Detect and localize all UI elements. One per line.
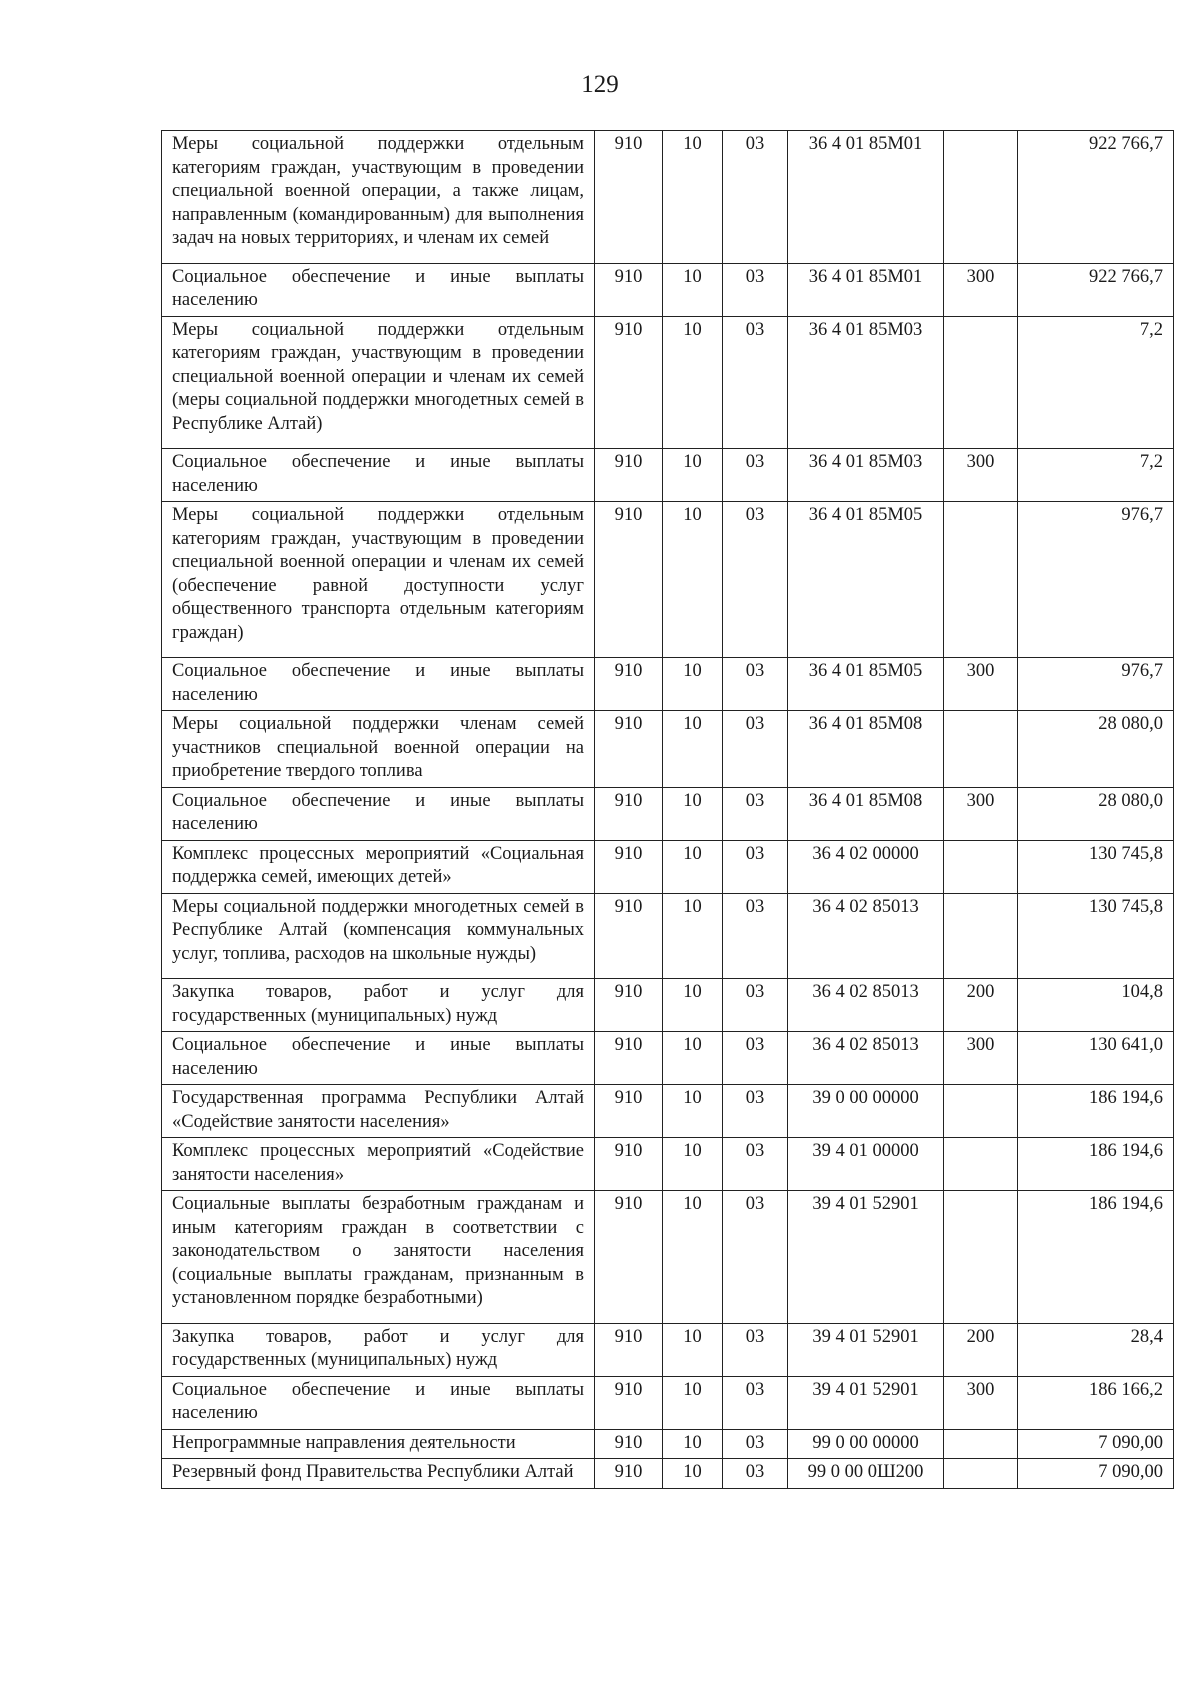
row-section-cell: 10 <box>663 263 723 316</box>
row-amount-cell: 7,2 <box>1018 316 1174 449</box>
row-target-article-cell: 39 4 01 00000 <box>788 1138 944 1191</box>
row-amount-cell: 922 766,7 <box>1018 131 1174 264</box>
row-expense-type-cell <box>944 840 1018 893</box>
table-row <box>162 1323 1174 1376</box>
row-expense-type-cell <box>944 711 1018 788</box>
row-name-cell: Комплекс процессных мероприятий «Социальная поддержка семей, имеющих детей» <box>162 840 595 893</box>
row-expense-type-cell <box>944 131 1018 264</box>
row-target-article-cell: 36 4 02 85013 <box>788 893 944 979</box>
row-expense-type-cell: 300 <box>944 263 1018 316</box>
row-section-cell: 10 <box>663 1032 723 1085</box>
row-grbs-cell: 910 <box>595 1459 663 1489</box>
row-name-cell: Социальное обеспечение и иные выплаты населению <box>162 263 595 316</box>
table-row <box>162 1191 1174 1324</box>
row-section-cell: 10 <box>663 1085 723 1138</box>
row-amount-cell: 186 194,6 <box>1018 1085 1174 1138</box>
row-subsection-cell: 03 <box>723 1376 788 1429</box>
row-subsection-cell: 03 <box>723 840 788 893</box>
row-subsection-cell: 03 <box>723 1138 788 1191</box>
row-target-article-cell: 36 4 02 85013 <box>788 979 944 1032</box>
row-section-cell: 10 <box>663 502 723 658</box>
row-grbs-cell: 910 <box>595 893 663 979</box>
row-subsection-cell: 03 <box>723 449 788 502</box>
row-name-cell: Государственная программа Республики Алтай «Содействие занятости населения» <box>162 1085 595 1138</box>
row-section-cell: 10 <box>663 711 723 788</box>
row-target-article-cell: 36 4 01 85М03 <box>788 449 944 502</box>
row-grbs-cell: 910 <box>595 979 663 1032</box>
row-amount-cell: 7,2 <box>1018 449 1174 502</box>
row-section-cell: 10 <box>663 1376 723 1429</box>
row-grbs-cell: 910 <box>595 1191 663 1324</box>
row-target-article-cell: 36 4 02 00000 <box>788 840 944 893</box>
row-section-cell: 10 <box>663 1429 723 1459</box>
row-amount-cell: 28 080,0 <box>1018 787 1174 840</box>
row-name-cell: Меры социальной поддержки отдельным категориям граждан, участвующим в проведении специальной военной операции и членам их семей (обеспечение равной доступности услуг общественного транспорта отдельным категориям граждан) <box>162 502 595 658</box>
row-target-article-cell: 39 4 01 52901 <box>788 1376 944 1429</box>
row-section-cell: 10 <box>663 658 723 711</box>
row-target-article-cell: 36 4 01 85М08 <box>788 711 944 788</box>
row-subsection-cell: 03 <box>723 1085 788 1138</box>
row-grbs-cell: 910 <box>595 658 663 711</box>
row-expense-type-cell <box>944 1191 1018 1324</box>
row-section-cell: 10 <box>663 449 723 502</box>
row-expense-type-cell <box>944 1138 1018 1191</box>
row-grbs-cell: 910 <box>595 449 663 502</box>
row-name-cell: Социальное обеспечение и иные выплаты населению <box>162 658 595 711</box>
row-name-cell: Социальные выплаты безработным гражданам и иным категориям граждан в соответствии с законодательством о занятости населения (социальные выплаты гражданам, признанным в установленном порядке безработными) <box>162 1191 595 1324</box>
table-row <box>162 658 1174 711</box>
row-expense-type-cell: 300 <box>944 787 1018 840</box>
row-grbs-cell: 910 <box>595 787 663 840</box>
row-expense-type-cell: 300 <box>944 1376 1018 1429</box>
row-section-cell: 10 <box>663 979 723 1032</box>
row-target-article-cell: 36 4 01 85М01 <box>788 263 944 316</box>
table-row <box>162 1429 1174 1459</box>
row-target-article-cell: 99 0 00 00000 <box>788 1429 944 1459</box>
row-target-article-cell: 39 0 00 00000 <box>788 1085 944 1138</box>
table-row <box>162 131 1174 264</box>
row-expense-type-cell: 300 <box>944 449 1018 502</box>
row-expense-type-cell <box>944 1429 1018 1459</box>
row-expense-type-cell <box>944 893 1018 979</box>
row-section-cell: 10 <box>663 1191 723 1324</box>
row-subsection-cell: 03 <box>723 787 788 840</box>
page-number: 129 <box>581 71 619 98</box>
row-name-cell: Меры социальной поддержки членам семей участников специальной военной операции на приобретение твердого топлива <box>162 711 595 788</box>
row-expense-type-cell <box>944 502 1018 658</box>
budget-table <box>161 130 1174 1489</box>
row-subsection-cell: 03 <box>723 263 788 316</box>
row-name-cell: Меры социальной поддержки отдельным категориям граждан, участвующим в проведении специальной военной операции и членам их семей (меры социальной поддержки многодетных семей в Республике Алтай) <box>162 316 595 449</box>
table-row <box>162 1459 1174 1489</box>
row-grbs-cell: 910 <box>595 1376 663 1429</box>
row-amount-cell: 186 194,6 <box>1018 1191 1174 1324</box>
row-amount-cell: 976,7 <box>1018 658 1174 711</box>
row-subsection-cell: 03 <box>723 979 788 1032</box>
row-name-cell: Социальное обеспечение и иные выплаты населению <box>162 787 595 840</box>
table-row <box>162 1085 1174 1138</box>
row-subsection-cell: 03 <box>723 1459 788 1489</box>
row-subsection-cell: 03 <box>723 658 788 711</box>
row-amount-cell: 130 745,8 <box>1018 893 1174 979</box>
row-amount-cell: 976,7 <box>1018 502 1174 658</box>
table-row <box>162 787 1174 840</box>
table-row <box>162 502 1174 658</box>
row-subsection-cell: 03 <box>723 1032 788 1085</box>
row-amount-cell: 922 766,7 <box>1018 263 1174 316</box>
table-row <box>162 1376 1174 1429</box>
row-subsection-cell: 03 <box>723 1323 788 1376</box>
row-subsection-cell: 03 <box>723 131 788 264</box>
row-target-article-cell: 39 4 01 52901 <box>788 1323 944 1376</box>
row-section-cell: 10 <box>663 1323 723 1376</box>
row-amount-cell: 7 090,00 <box>1018 1459 1174 1489</box>
row-name-cell: Социальное обеспечение и иные выплаты населению <box>162 1376 595 1429</box>
row-subsection-cell: 03 <box>723 1429 788 1459</box>
table-row <box>162 1138 1174 1191</box>
row-amount-cell: 7 090,00 <box>1018 1429 1174 1459</box>
row-section-cell: 10 <box>663 1138 723 1191</box>
row-amount-cell: 104,8 <box>1018 979 1174 1032</box>
row-grbs-cell: 910 <box>595 1429 663 1459</box>
row-section-cell: 10 <box>663 131 723 264</box>
row-grbs-cell: 910 <box>595 131 663 264</box>
row-target-article-cell: 36 4 01 85М01 <box>788 131 944 264</box>
table-row <box>162 449 1174 502</box>
row-name-cell: Закупка товаров, работ и услуг для государственных (муниципальных) нужд <box>162 979 595 1032</box>
row-expense-type-cell <box>944 1085 1018 1138</box>
row-section-cell: 10 <box>663 840 723 893</box>
table-row <box>162 1032 1174 1085</box>
row-amount-cell: 28,4 <box>1018 1323 1174 1376</box>
row-subsection-cell: 03 <box>723 316 788 449</box>
table-row <box>162 979 1174 1032</box>
row-amount-cell: 130 641,0 <box>1018 1032 1174 1085</box>
row-grbs-cell: 910 <box>595 502 663 658</box>
row-grbs-cell: 910 <box>595 711 663 788</box>
row-subsection-cell: 03 <box>723 893 788 979</box>
row-expense-type-cell: 200 <box>944 979 1018 1032</box>
row-amount-cell: 186 166,2 <box>1018 1376 1174 1429</box>
table-row <box>162 893 1174 979</box>
row-expense-type-cell <box>944 1459 1018 1489</box>
row-target-article-cell: 36 4 01 85М03 <box>788 316 944 449</box>
row-name-cell: Комплекс процессных мероприятий «Содействие занятости населения» <box>162 1138 595 1191</box>
row-section-cell: 10 <box>663 1459 723 1489</box>
row-section-cell: 10 <box>663 787 723 840</box>
row-target-article-cell: 36 4 01 85М08 <box>788 787 944 840</box>
row-subsection-cell: 03 <box>723 711 788 788</box>
row-grbs-cell: 910 <box>595 1085 663 1138</box>
row-target-article-cell: 36 4 01 85М05 <box>788 658 944 711</box>
row-name-cell: Меры социальной поддержки многодетных семей в Республике Алтай (компенсация коммунальных услуг, топлива, расходов на школьные нужды) <box>162 893 595 979</box>
row-grbs-cell: 910 <box>595 1323 663 1376</box>
row-section-cell: 10 <box>663 316 723 449</box>
row-grbs-cell: 910 <box>595 316 663 449</box>
row-name-cell: Социальное обеспечение и иные выплаты населению <box>162 1032 595 1085</box>
table-row <box>162 316 1174 449</box>
row-expense-type-cell: 300 <box>944 658 1018 711</box>
table-row <box>162 711 1174 788</box>
row-target-article-cell: 36 4 02 85013 <box>788 1032 944 1085</box>
row-amount-cell: 28 080,0 <box>1018 711 1174 788</box>
row-subsection-cell: 03 <box>723 1191 788 1324</box>
row-name-cell: Непрограммные направления деятельности <box>162 1429 595 1459</box>
row-name-cell: Меры социальной поддержки отдельным категориям граждан, участвующим в проведении специальной военной операции, а также лицам, направленным (командированным) для выполнения задач на новых территориях, и членам их семей <box>162 131 595 264</box>
row-subsection-cell: 03 <box>723 502 788 658</box>
row-target-article-cell: 39 4 01 52901 <box>788 1191 944 1324</box>
table-row <box>162 263 1174 316</box>
row-grbs-cell: 910 <box>595 1032 663 1085</box>
table-body <box>162 131 1174 1489</box>
row-grbs-cell: 910 <box>595 1138 663 1191</box>
row-expense-type-cell <box>944 316 1018 449</box>
table-row <box>162 840 1174 893</box>
row-grbs-cell: 910 <box>595 263 663 316</box>
row-section-cell: 10 <box>663 893 723 979</box>
row-amount-cell: 186 194,6 <box>1018 1138 1174 1191</box>
row-name-cell: Закупка товаров, работ и услуг для государственных (муниципальных) нужд <box>162 1323 595 1376</box>
row-name-cell: Резервный фонд Правительства Республики Алтай <box>162 1459 595 1489</box>
row-amount-cell: 130 745,8 <box>1018 840 1174 893</box>
row-target-article-cell: 99 0 00 0Ш200 <box>788 1459 944 1489</box>
row-target-article-cell: 36 4 01 85М05 <box>788 502 944 658</box>
row-grbs-cell: 910 <box>595 840 663 893</box>
row-name-cell: Социальное обеспечение и иные выплаты населению <box>162 449 595 502</box>
row-expense-type-cell: 300 <box>944 1032 1018 1085</box>
row-expense-type-cell: 200 <box>944 1323 1018 1376</box>
